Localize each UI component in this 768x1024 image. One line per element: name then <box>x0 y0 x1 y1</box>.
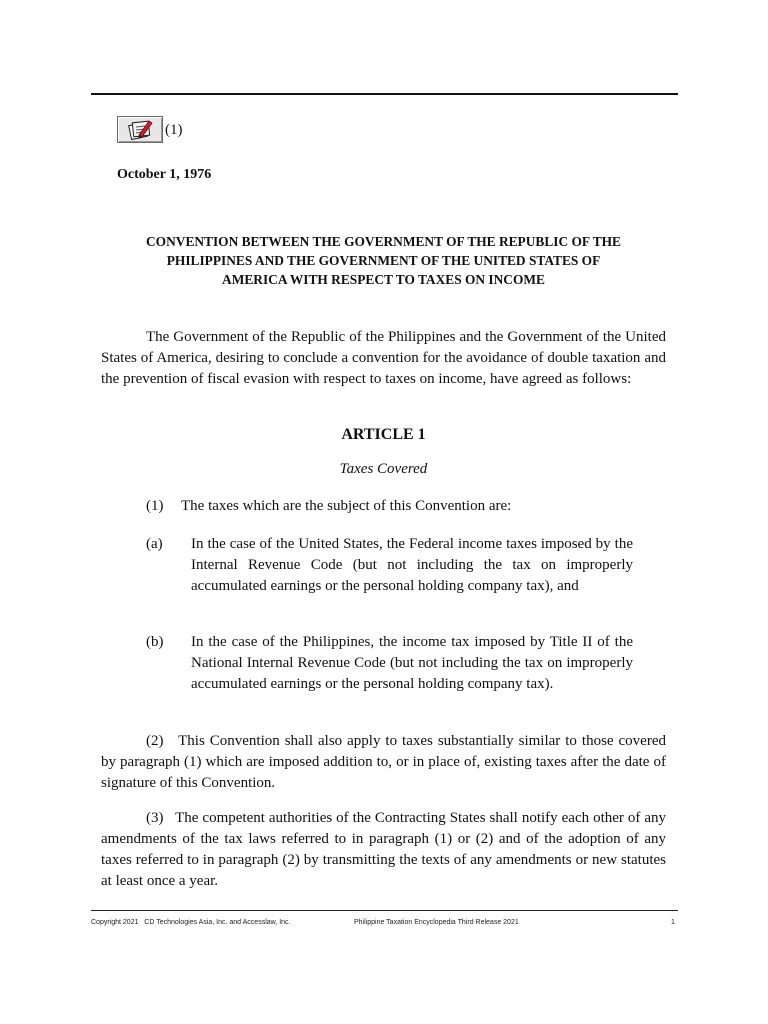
title-line: CONVENTION BETWEEN THE GOVERNMENT OF THE REPUBLIC OF THE <box>146 234 621 249</box>
article-subtitle: Taxes Covered <box>339 461 428 477</box>
subparagraph-text: In the case of the United States, the Federal income taxes imposed by the Internal Revenue Code (but not including the tax on improperly accumulated earnings or the personal holding company tax), and <box>191 536 633 594</box>
title-line: AMERICA WITH RESPECT TO TAXES ON INCOME <box>222 272 545 287</box>
footer-publication: Philippine Taxation Encyclopedia Third Release 2021 <box>354 919 519 926</box>
paragraph-1 <box>146 498 511 515</box>
document-date: October 1, 1976 <box>117 167 212 182</box>
paragraph-3: (3) The competent authorities of the Contracting States shall notify each other of any amendments of the tax laws referred to in paragraph (1) or (2) and of the adoption of any taxes referred to in paragraph (2) by transmitting the texts of any amendments or new statutes at least once a year. <box>101 810 670 889</box>
footer-copyright: Copyright 2021 CD Technologies Asia, Inc. and Accesslaw, Inc. <box>91 919 291 926</box>
subparagraph-a <box>146 534 633 597</box>
subparagraph-text: In the case of the Philippines, the income tax imposed by Title II of the National Internal Revenue Code (but not including the tax on improperly accumulated earnings or the personal holding company tax). <box>191 634 633 692</box>
footnote-button[interactable] <box>117 116 163 143</box>
preamble-paragraph: The Government of the Republic of the Philippines and the Government of the United States of America, desiring to conclude a convention for the avoidance of double taxation and the prevention of fiscal evasion with respect to taxes on income, have agreed as follows: <box>101 329 666 387</box>
footer-page-number: 1 <box>671 919 675 926</box>
paragraph-text: The taxes which are the subject of this Convention are: <box>181 498 512 514</box>
footer-divider <box>91 910 678 911</box>
paragraph-2: (2) This Convention shall also apply to taxes substantially similar to those covered by paragraph (1) which are imposed addition to, or in place of, existing taxes after the date of signature of this Convention. <box>101 733 670 791</box>
paragraph-label: (1) <box>146 498 164 514</box>
subparagraph-label: (a) <box>146 536 163 552</box>
title-line: PHILIPPINES AND THE GOVERNMENT OF THE UNITED STATES OF <box>166 253 601 268</box>
convention-title <box>100 232 667 289</box>
top-divider <box>91 93 678 95</box>
footnote-reference[interactable]: (1) <box>165 122 183 138</box>
subparagraph-b <box>146 632 633 695</box>
subparagraph-label: (b) <box>146 634 164 650</box>
article-heading: ARTICLE 1 <box>341 426 426 443</box>
document-pen-icon <box>127 118 155 142</box>
